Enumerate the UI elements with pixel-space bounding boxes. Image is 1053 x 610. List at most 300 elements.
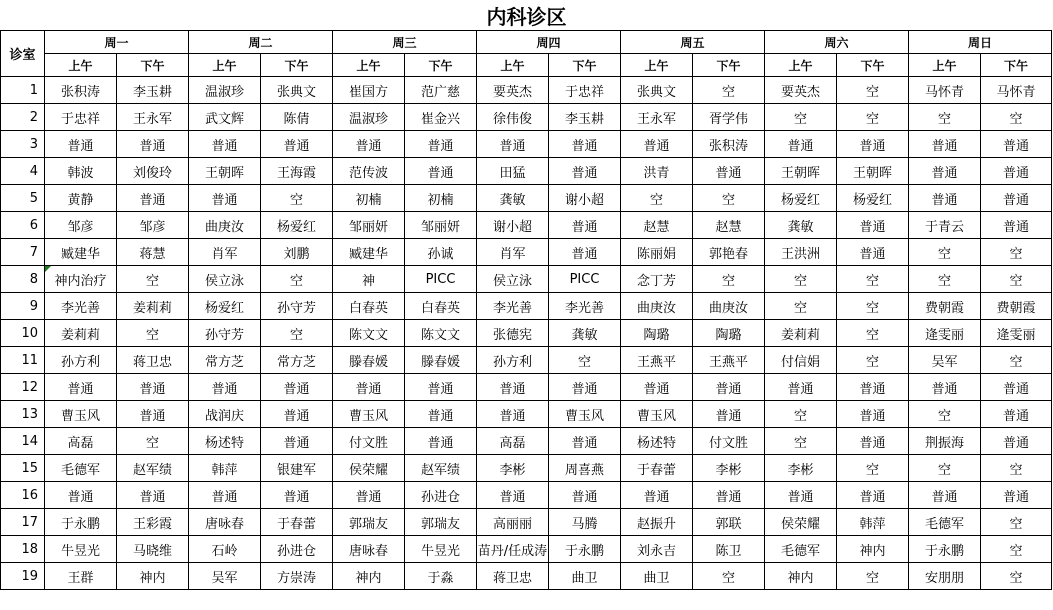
schedule-cell[interactable]: 苗丹/任成涛 (477, 536, 549, 563)
schedule-cell[interactable]: 普通 (477, 131, 549, 158)
schedule-cell[interactable]: 普通 (261, 428, 333, 455)
schedule-cell[interactable]: 温淑珍 (189, 77, 261, 104)
schedule-cell[interactable]: 普通 (909, 482, 981, 509)
schedule-cell[interactable]: 空 (981, 536, 1052, 563)
schedule-cell[interactable]: 曲卫 (549, 563, 621, 590)
schedule-cell[interactable]: 普通 (189, 131, 261, 158)
schedule-cell[interactable]: 赵振升 (621, 509, 693, 536)
schedule-cell[interactable]: 孙守芳 (189, 320, 261, 347)
schedule-cell[interactable]: 方崇涛 (261, 563, 333, 590)
schedule-cell[interactable]: 于忠祥 (45, 104, 117, 131)
schedule-cell[interactable]: 孙方利 (477, 347, 549, 374)
schedule-cell[interactable]: 曲庚汝 (189, 212, 261, 239)
schedule-cell[interactable]: 于青云 (909, 212, 981, 239)
schedule-cell[interactable]: 臧建华 (333, 239, 405, 266)
schedule-cell[interactable]: 普通 (405, 158, 477, 185)
schedule-cell[interactable]: 荆振海 (909, 428, 981, 455)
period-header-am: 上午 (621, 54, 693, 77)
table-row (1, 77, 1052, 104)
schedule-cell[interactable]: 龚敏 (477, 185, 549, 212)
schedule-cell[interactable]: 普通 (621, 374, 693, 401)
schedule-cell[interactable]: 普通 (333, 374, 405, 401)
schedule-cell[interactable]: 洪青 (621, 158, 693, 185)
schedule-cell[interactable]: 蒋慧 (117, 239, 189, 266)
schedule-cell[interactable]: 神内 (837, 536, 909, 563)
schedule-cell[interactable]: 空 (765, 401, 837, 428)
room-number[interactable]: 10 (1, 320, 45, 347)
room-number[interactable]: 17 (1, 509, 45, 536)
schedule-cell[interactable]: 曹玉风 (621, 401, 693, 428)
schedule-cell[interactable]: 唐咏春 (189, 509, 261, 536)
schedule-cell[interactable]: 空 (261, 266, 333, 293)
schedule-cell[interactable]: 空 (837, 455, 909, 482)
schedule-cell[interactable]: 于春蕾 (261, 509, 333, 536)
schedule-cell[interactable]: 侯荣耀 (765, 509, 837, 536)
room-number[interactable]: 3 (1, 131, 45, 158)
schedule-cell[interactable]: 温淑珍 (333, 104, 405, 131)
schedule-cell[interactable]: 王彩霞 (117, 509, 189, 536)
schedule-cell[interactable]: 空 (621, 185, 693, 212)
schedule-cell[interactable]: 郭艳春 (693, 239, 765, 266)
period-header-am: 上午 (45, 54, 117, 77)
schedule-cell[interactable]: 赵军绩 (405, 455, 477, 482)
schedule-cell[interactable]: 空 (981, 509, 1052, 536)
schedule-cell[interactable]: 张典文 (621, 77, 693, 104)
schedule-cell[interactable]: 费朝霞 (981, 293, 1052, 320)
schedule-cell[interactable]: 空 (909, 455, 981, 482)
schedule-cell[interactable]: 郭瑞友 (405, 509, 477, 536)
schedule-cell[interactable]: 普通 (117, 374, 189, 401)
schedule-cell[interactable]: 李光善 (45, 293, 117, 320)
schedule-cell[interactable]: 普通 (981, 482, 1052, 509)
schedule-cell[interactable]: 范广慈 (405, 77, 477, 104)
schedule-cell[interactable]: 普通 (549, 131, 621, 158)
schedule-cell[interactable]: 王朝晖 (189, 158, 261, 185)
schedule-cell[interactable]: 普通 (549, 482, 621, 509)
schedule-cell[interactable]: 陈文文 (333, 320, 405, 347)
schedule-cell[interactable]: 胥学伟 (693, 104, 765, 131)
schedule-cell[interactable]: 神 (333, 266, 405, 293)
schedule-cell[interactable]: 初楠 (333, 185, 405, 212)
room-number[interactable]: 16 (1, 482, 45, 509)
schedule-cell[interactable]: 黄静 (45, 185, 117, 212)
schedule-cell[interactable]: 空 (837, 320, 909, 347)
schedule-cell[interactable]: 普通 (189, 482, 261, 509)
schedule-cell[interactable]: 空 (117, 320, 189, 347)
schedule-cell[interactable]: 曹玉风 (549, 401, 621, 428)
schedule-cell[interactable]: 普通 (117, 131, 189, 158)
table-row (1, 536, 1052, 563)
schedule-cell[interactable]: 陶璐 (621, 320, 693, 347)
schedule-cell[interactable]: 空 (837, 293, 909, 320)
schedule-cell[interactable]: 空 (909, 266, 981, 293)
schedule-cell[interactable]: 普通 (837, 239, 909, 266)
schedule-cell[interactable]: 普通 (981, 401, 1052, 428)
schedule-cell[interactable]: 蒋卫忠 (477, 563, 549, 590)
schedule-cell[interactable]: 刘俊玲 (117, 158, 189, 185)
schedule-cell[interactable]: 普通 (549, 428, 621, 455)
schedule-cell[interactable]: 空 (117, 266, 189, 293)
schedule-cell[interactable]: 李彬 (477, 455, 549, 482)
schedule-cell[interactable]: 空 (981, 104, 1052, 131)
schedule-cell[interactable]: 要英杰 (765, 77, 837, 104)
schedule-cell[interactable]: 王朝晖 (765, 158, 837, 185)
schedule-cell[interactable]: 费朝霞 (909, 293, 981, 320)
room-number[interactable]: 5 (1, 185, 45, 212)
schedule-cell[interactable]: 韩萍 (837, 509, 909, 536)
schedule-cell[interactable]: 战润庆 (189, 401, 261, 428)
schedule-cell[interactable]: 普通 (981, 374, 1052, 401)
schedule-cell[interactable]: 普通 (909, 185, 981, 212)
schedule-cell[interactable]: 高磊 (45, 428, 117, 455)
schedule-cell[interactable]: 王燕平 (693, 347, 765, 374)
schedule-cell[interactable]: 孙守芳 (261, 293, 333, 320)
schedule-cell[interactable]: 常方芝 (189, 347, 261, 374)
schedule-cell[interactable]: 空 (981, 347, 1052, 374)
schedule-cell[interactable]: 吴军 (189, 563, 261, 590)
schedule-cell[interactable]: 神内 (333, 563, 405, 590)
schedule-cell[interactable]: 刘永吉 (621, 536, 693, 563)
schedule-cell[interactable]: 邹丽妍 (333, 212, 405, 239)
schedule-cell[interactable]: 普通 (45, 374, 117, 401)
schedule-cell[interactable]: 张典文 (261, 77, 333, 104)
schedule-cell[interactable]: 空 (765, 104, 837, 131)
schedule-cell[interactable]: 龚敏 (765, 212, 837, 239)
schedule-cell[interactable]: 安朋朋 (909, 563, 981, 590)
schedule-cell[interactable]: 普通 (261, 374, 333, 401)
schedule-cell[interactable]: 崔国方 (333, 77, 405, 104)
schedule-cell[interactable]: 付文胜 (693, 428, 765, 455)
schedule-cell[interactable]: 空 (909, 104, 981, 131)
schedule-cell[interactable]: 空 (837, 563, 909, 590)
room-number[interactable]: 2 (1, 104, 45, 131)
room-number[interactable]: 14 (1, 428, 45, 455)
schedule-cell[interactable]: 马怀青 (981, 77, 1052, 104)
schedule-cell[interactable]: 空 (765, 266, 837, 293)
schedule-cell[interactable]: 普通 (549, 212, 621, 239)
schedule-cell[interactable]: 神内 (765, 563, 837, 590)
schedule-cell[interactable]: 邹彦 (117, 212, 189, 239)
schedule-cell[interactable]: 侯立泳 (477, 266, 549, 293)
schedule-cell[interactable]: 普通 (117, 482, 189, 509)
schedule-cell[interactable]: 普通 (261, 401, 333, 428)
schedule-cell[interactable]: 普通 (765, 482, 837, 509)
schedule-cell[interactable]: 空 (837, 104, 909, 131)
schedule-cell[interactable]: 空 (549, 347, 621, 374)
room-number[interactable]: 19 (1, 563, 45, 590)
schedule-cell[interactable]: 张积涛 (45, 77, 117, 104)
schedule-cell[interactable]: 常方芝 (261, 347, 333, 374)
schedule-cell[interactable]: 孙诚 (405, 239, 477, 266)
schedule-cell[interactable]: 毛德军 (45, 455, 117, 482)
schedule-cell[interactable]: 邹彦 (45, 212, 117, 239)
schedule-cell[interactable]: 空 (261, 320, 333, 347)
room-number[interactable]: 4 (1, 158, 45, 185)
schedule-cell[interactable]: 普通 (765, 374, 837, 401)
period-header-pm: 下午 (693, 54, 765, 77)
schedule-cell[interactable]: 李光善 (549, 293, 621, 320)
schedule-cell[interactable]: 李玉耕 (117, 77, 189, 104)
schedule-cell[interactable]: 普通 (261, 131, 333, 158)
room-header: 诊室 (1, 31, 45, 77)
schedule-cell[interactable]: 韩波 (45, 158, 117, 185)
schedule-cell[interactable]: 肖军 (189, 239, 261, 266)
schedule-cell[interactable]: 普通 (837, 401, 909, 428)
schedule-cell[interactable]: 于淼 (405, 563, 477, 590)
schedule-cell[interactable]: 普通 (549, 374, 621, 401)
schedule-cell[interactable]: 马晓维 (117, 536, 189, 563)
schedule-cell[interactable]: 王永军 (117, 104, 189, 131)
schedule-cell[interactable]: 李彬 (693, 455, 765, 482)
schedule-cell[interactable]: 空 (693, 77, 765, 104)
schedule-cell[interactable]: 曹玉风 (45, 401, 117, 428)
room-number[interactable]: 13 (1, 401, 45, 428)
schedule-cell[interactable]: 空 (117, 428, 189, 455)
schedule-cell[interactable]: 于春蕾 (621, 455, 693, 482)
schedule-cell[interactable]: 普通 (549, 239, 621, 266)
schedule-cell[interactable]: 银建军 (261, 455, 333, 482)
schedule-cell[interactable]: 赵慧 (693, 212, 765, 239)
schedule-cell[interactable]: 普通 (333, 482, 405, 509)
schedule-cell[interactable]: 张德宪 (477, 320, 549, 347)
schedule-cell[interactable]: 曹玉风 (333, 401, 405, 428)
schedule-cell[interactable]: 空 (837, 266, 909, 293)
schedule-cell[interactable]: 刘鹏 (261, 239, 333, 266)
schedule-cell[interactable]: 龚敏 (549, 320, 621, 347)
schedule-cell[interactable]: 普通 (981, 158, 1052, 185)
schedule-cell[interactable]: 空 (693, 185, 765, 212)
schedule-cell[interactable]: 空 (909, 239, 981, 266)
schedule-cell[interactable]: 谢小超 (477, 212, 549, 239)
schedule-cell[interactable]: 姜莉莉 (117, 293, 189, 320)
schedule-cell[interactable]: 徐伟俊 (477, 104, 549, 131)
schedule-cell[interactable]: 普通 (981, 428, 1052, 455)
schedule-cell[interactable]: 陈文文 (405, 320, 477, 347)
schedule-cell[interactable]: 空 (261, 185, 333, 212)
schedule-cell[interactable]: 于永鹏 (549, 536, 621, 563)
schedule-cell[interactable]: 肖军 (477, 239, 549, 266)
schedule-cell[interactable]: 普通 (333, 131, 405, 158)
schedule-cell[interactable]: 普通 (621, 482, 693, 509)
schedule-cell[interactable]: 普通 (189, 185, 261, 212)
schedule-cell[interactable]: 赵慧 (621, 212, 693, 239)
schedule-cell[interactable]: 姜莉莉 (45, 320, 117, 347)
schedule-cell[interactable]: 普通 (117, 401, 189, 428)
schedule-table (0, 30, 1052, 590)
day-header: 周一 (45, 31, 189, 54)
schedule-cell[interactable]: 陈丽娟 (621, 239, 693, 266)
period-header-am: 上午 (909, 54, 981, 77)
schedule-cell[interactable]: 神内治疗 (45, 266, 117, 293)
room-number[interactable]: 8 (1, 266, 45, 293)
schedule-cell[interactable]: 普通 (477, 374, 549, 401)
schedule-cell[interactable]: 孙进仓 (405, 482, 477, 509)
schedule-cell[interactable]: 范传波 (333, 158, 405, 185)
schedule-cell[interactable]: 马腾 (549, 509, 621, 536)
schedule-cell[interactable]: PICC (405, 266, 477, 293)
schedule-cell[interactable]: 空 (765, 293, 837, 320)
schedule-cell[interactable]: 普通 (621, 131, 693, 158)
schedule-cell[interactable]: 王群 (45, 563, 117, 590)
schedule-cell[interactable]: 杨述特 (189, 428, 261, 455)
schedule-cell[interactable]: 侯荣耀 (333, 455, 405, 482)
schedule-cell[interactable]: 空 (981, 266, 1052, 293)
schedule-cell[interactable]: 普通 (45, 131, 117, 158)
schedule-cell[interactable]: 张积涛 (693, 131, 765, 158)
schedule-cell[interactable]: 普通 (837, 482, 909, 509)
schedule-cell[interactable]: 杨爱红 (837, 185, 909, 212)
schedule-cell[interactable]: 滕春媛 (333, 347, 405, 374)
schedule-cell[interactable]: 陈倩 (261, 104, 333, 131)
schedule-cell[interactable]: 普通 (981, 131, 1052, 158)
schedule-cell[interactable]: 武文辉 (189, 104, 261, 131)
schedule-cell[interactable]: 王洪洲 (765, 239, 837, 266)
schedule-cell[interactable]: 普通 (837, 212, 909, 239)
schedule-cell[interactable]: 吴军 (909, 347, 981, 374)
schedule-cell[interactable]: 普通 (765, 131, 837, 158)
schedule-cell[interactable]: 于忠祥 (549, 77, 621, 104)
schedule-cell[interactable]: 周喜燕 (549, 455, 621, 482)
schedule-cell[interactable]: 普通 (909, 374, 981, 401)
schedule-cell[interactable]: 普通 (837, 374, 909, 401)
schedule-cell[interactable]: PICC (549, 266, 621, 293)
schedule-cell[interactable]: 孙进仓 (261, 536, 333, 563)
schedule-cell[interactable]: 于永鹏 (45, 509, 117, 536)
schedule-cell[interactable]: 李玉耕 (549, 104, 621, 131)
room-number[interactable]: 12 (1, 374, 45, 401)
schedule-cell[interactable]: 念丁芳 (621, 266, 693, 293)
room-number[interactable]: 15 (1, 455, 45, 482)
schedule-cell[interactable]: 空 (837, 347, 909, 374)
schedule-cell[interactable]: 普通 (405, 401, 477, 428)
period-header-am: 上午 (765, 54, 837, 77)
schedule-cell[interactable]: 于永鹏 (909, 536, 981, 563)
schedule-cell[interactable]: 毛德军 (765, 536, 837, 563)
schedule-cell[interactable]: 姜莉莉 (765, 320, 837, 347)
schedule-cell[interactable]: 唐咏春 (333, 536, 405, 563)
schedule-cell[interactable]: 曲庚汝 (621, 293, 693, 320)
schedule-cell[interactable]: 普通 (693, 401, 765, 428)
schedule-cell[interactable]: 侯立泳 (189, 266, 261, 293)
schedule-cell[interactable]: 王海霞 (261, 158, 333, 185)
schedule-cell[interactable]: 普通 (45, 482, 117, 509)
schedule-cell[interactable]: 空 (981, 239, 1052, 266)
schedule-cell[interactable]: 普通 (693, 482, 765, 509)
schedule-cell[interactable]: 牛昱光 (405, 536, 477, 563)
schedule-cell[interactable]: 白春英 (333, 293, 405, 320)
schedule-cell[interactable]: 普通 (981, 185, 1052, 212)
schedule-cell[interactable]: 田猛 (477, 158, 549, 185)
schedule-cell[interactable]: 空 (765, 428, 837, 455)
schedule-cell[interactable]: 赵军绩 (117, 455, 189, 482)
schedule-cell[interactable]: 初楠 (405, 185, 477, 212)
schedule-cell[interactable]: 普通 (405, 131, 477, 158)
schedule-cell[interactable]: 普通 (909, 158, 981, 185)
schedule-cell[interactable]: 臧建华 (45, 239, 117, 266)
schedule-cell[interactable]: 普通 (909, 131, 981, 158)
schedule-cell[interactable]: 普通 (693, 158, 765, 185)
schedule-cell[interactable]: 曲卫 (621, 563, 693, 590)
schedule-cell[interactable]: 王永军 (621, 104, 693, 131)
schedule-cell[interactable]: 陶璐 (693, 320, 765, 347)
schedule-cell[interactable]: 马怀青 (909, 77, 981, 104)
schedule-cell[interactable]: 普通 (837, 131, 909, 158)
schedule-cell[interactable]: 普通 (981, 212, 1052, 239)
schedule-cell[interactable]: 谢小超 (549, 185, 621, 212)
room-number[interactable]: 6 (1, 212, 45, 239)
room-number[interactable]: 9 (1, 293, 45, 320)
schedule-cell[interactable]: 牛昱光 (45, 536, 117, 563)
schedule-cell[interactable]: 邹丽妍 (405, 212, 477, 239)
day-header: 周五 (621, 31, 765, 54)
schedule-cell[interactable]: 普通 (837, 428, 909, 455)
schedule-cell[interactable]: 李彬 (765, 455, 837, 482)
schedule-cell[interactable]: 孙方利 (45, 347, 117, 374)
schedule-cell[interactable]: 普通 (549, 158, 621, 185)
schedule-cell[interactable]: 普通 (693, 374, 765, 401)
schedule-cell[interactable]: 空 (981, 563, 1052, 590)
schedule-cell[interactable]: 杨述特 (621, 428, 693, 455)
schedule-cell[interactable]: 普通 (405, 428, 477, 455)
schedule-cell[interactable]: 普通 (477, 401, 549, 428)
day-header: 周二 (189, 31, 333, 54)
schedule-cell[interactable]: 白春英 (405, 293, 477, 320)
schedule-cell[interactable]: 逄雯丽 (909, 320, 981, 347)
schedule-cell[interactable]: 付信娟 (765, 347, 837, 374)
schedule-cell[interactable]: 毛德军 (909, 509, 981, 536)
room-number[interactable]: 11 (1, 347, 45, 374)
schedule-cell[interactable]: 空 (981, 455, 1052, 482)
schedule-cell[interactable]: 李光善 (477, 293, 549, 320)
schedule-cell[interactable]: 神内 (117, 563, 189, 590)
schedule-cell[interactable]: 付文胜 (333, 428, 405, 455)
schedule-cell[interactable]: 曲庚汝 (693, 293, 765, 320)
schedule-cell[interactable]: 郭瑞友 (333, 509, 405, 536)
schedule-cell[interactable]: 空 (693, 563, 765, 590)
schedule-cell[interactable]: 陈卫 (693, 536, 765, 563)
schedule-cell[interactable]: 高丽丽 (477, 509, 549, 536)
room-number[interactable]: 7 (1, 239, 45, 266)
schedule-cell[interactable]: 高磊 (477, 428, 549, 455)
schedule-cell[interactable]: 滕春媛 (405, 347, 477, 374)
schedule-cell[interactable]: 要英杰 (477, 77, 549, 104)
schedule-cell[interactable]: 杨爱红 (765, 185, 837, 212)
schedule-cell[interactable]: 空 (909, 401, 981, 428)
schedule-cell[interactable]: 普通 (261, 482, 333, 509)
schedule-cell[interactable]: 韩萍 (189, 455, 261, 482)
schedule-cell[interactable]: 空 (837, 77, 909, 104)
schedule-cell[interactable]: 王朝晖 (837, 158, 909, 185)
schedule-cell[interactable]: 普通 (405, 374, 477, 401)
room-number[interactable]: 18 (1, 536, 45, 563)
table-row (1, 158, 1052, 185)
schedule-cell[interactable]: 杨爱红 (189, 293, 261, 320)
schedule-cell[interactable]: 普通 (189, 374, 261, 401)
schedule-cell[interactable]: 逄雯丽 (981, 320, 1052, 347)
schedule-cell[interactable]: 普通 (477, 482, 549, 509)
schedule-cell[interactable]: 空 (693, 266, 765, 293)
schedule-cell[interactable]: 普通 (117, 185, 189, 212)
schedule-cell[interactable]: 郭联 (693, 509, 765, 536)
room-number[interactable]: 1 (1, 77, 45, 104)
schedule-cell[interactable]: 王燕平 (621, 347, 693, 374)
schedule-cell[interactable]: 石岭 (189, 536, 261, 563)
schedule-cell[interactable]: 崔金兴 (405, 104, 477, 131)
schedule-cell[interactable]: 杨爱红 (261, 212, 333, 239)
period-header-pm: 下午 (117, 54, 189, 77)
schedule-cell[interactable]: 蒋卫忠 (117, 347, 189, 374)
table-row (1, 185, 1052, 212)
